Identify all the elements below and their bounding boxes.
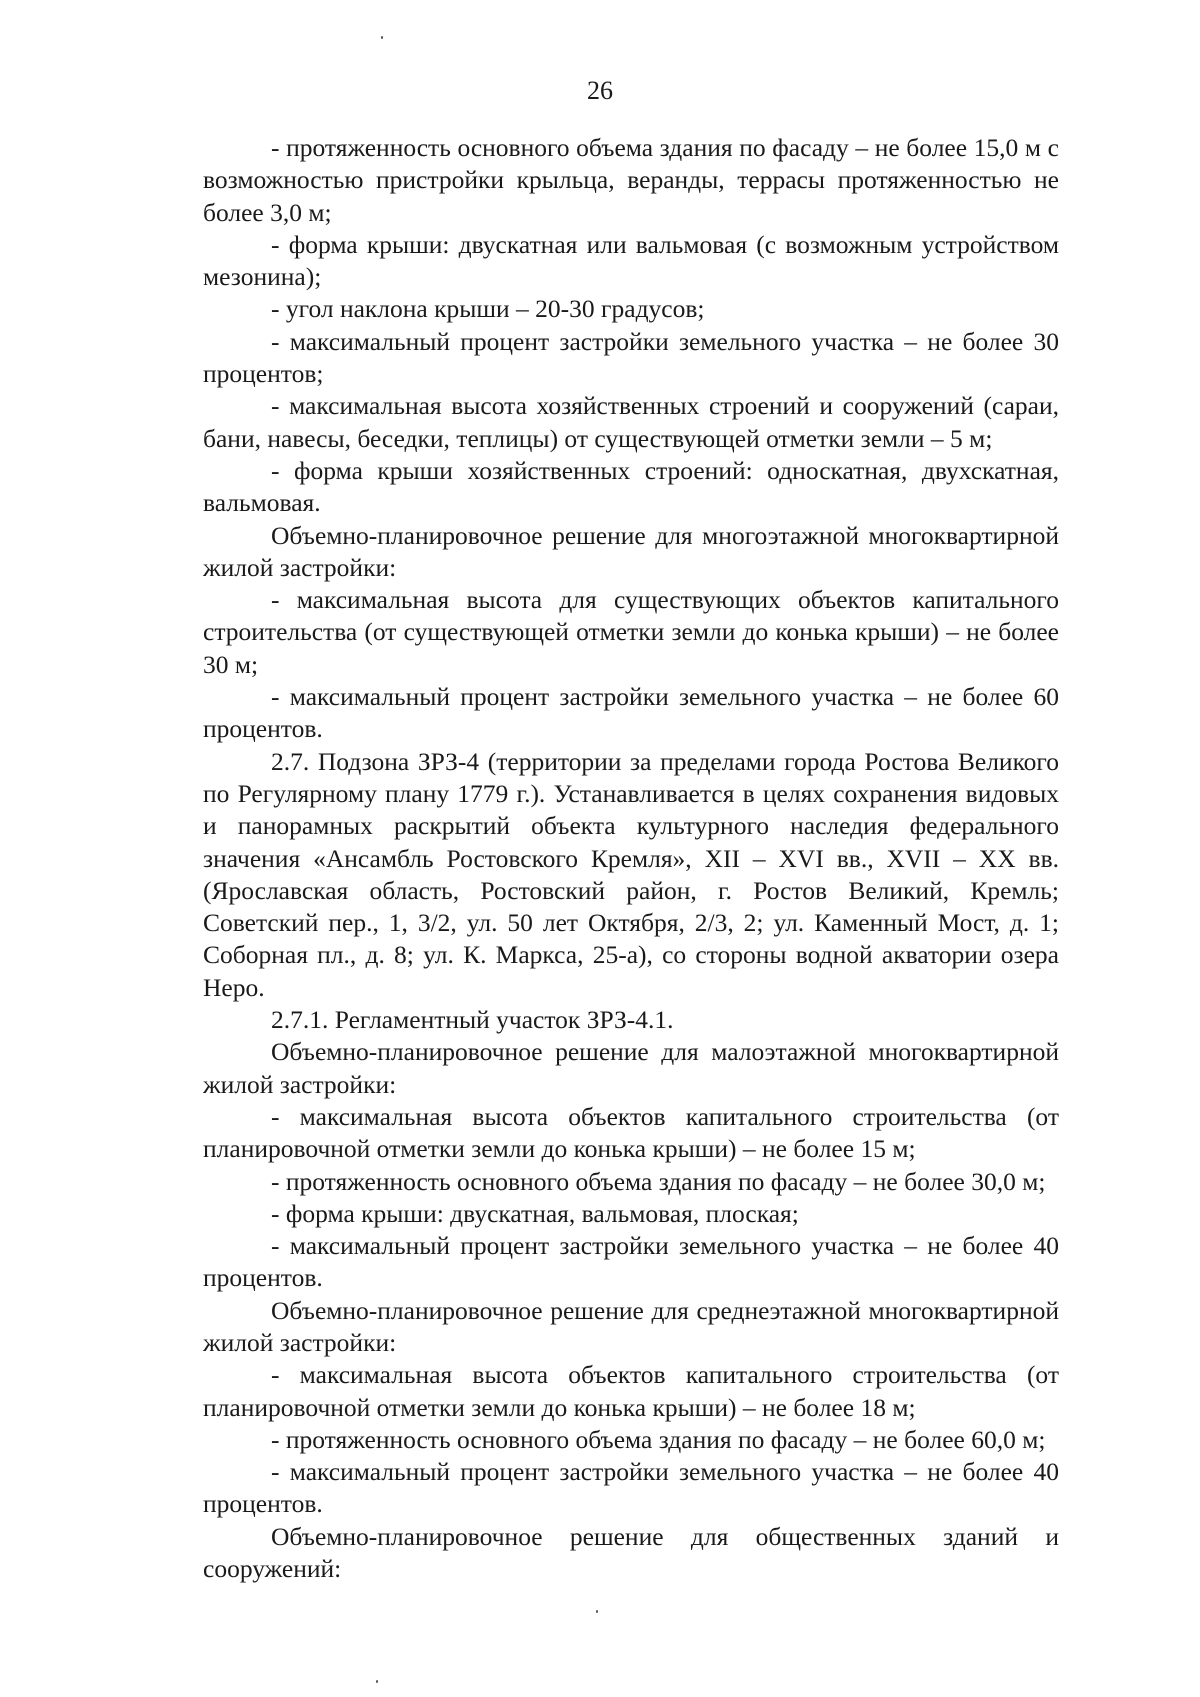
paragraph: - максимальная высота объектов капитального строительства (от планировочной отметки земли до конька крыши) – не более 15 м; <box>203 1101 1059 1164</box>
paragraph: 2.7.1. Регламентный участок ЗРЗ-4.1. <box>271 1005 674 1035</box>
paragraph: - максимальный процент застройки земельного участка – не более 60 процентов. <box>203 682 1059 744</box>
paragraph: 2.7. Подзона ЗРЗ-4 (территории за пределами города Ростова Великого по Регулярному плану 1779 г.). Устанавливается в целях сохранения видовых и панорамных раскрытий объекта культурного наследия федерального значения «Ансамбль Ростовского Кремля», XII – XVI вв., XVII – XX вв. (Ярославская область, Ростовский район, г. Ростов Великий, Кремль; Советский пер., 1, 3/2, ул. 50 лет Октября, 2/3, 2; ул. Каменный Мост, д. 1; Соборная пл., д. 8; ул. К. Маркса, 25-а), со стороны водной акватории озера Неро. <box>203 746 1059 1002</box>
paragraph: - угол наклона крыши – 20-30 градусов; <box>271 294 705 324</box>
page-number: 26 <box>587 76 613 105</box>
paragraph: - максимальный процент застройки земельного участка – не более 40 процентов. <box>203 1231 1059 1293</box>
scan-speck <box>381 36 383 39</box>
paragraph: Объемно-планировочное решение для общественных зданий и сооружений: <box>203 1521 1059 1584</box>
paragraph: - протяженность основного объема здания по фасаду – не более 30,0 м; <box>271 1166 1046 1196</box>
paragraph: - форма крыши: двускатная, вальмовая, плоская; <box>271 1198 799 1228</box>
scan-speck <box>596 1610 598 1613</box>
document-body <box>203 132 1059 1585</box>
paragraph: - максимальная высота для существующих объектов капитального строительства (от существующей отметки земли до конька крыши) – не более 30 м; <box>203 585 1059 679</box>
paragraph: - форма крыши хозяйственных строений: односкатная, двухскатная, вальмовая. <box>203 455 1059 518</box>
paragraph: - протяженность основного объема здания по фасаду – не более 60,0 м; <box>271 1424 1046 1454</box>
scan-speck <box>376 1680 378 1683</box>
paragraph: - максимальная высота объектов капитального строительства (от планировочной отметки земли до конька крыши) – не более 18 м; <box>203 1360 1059 1422</box>
paragraph: Объемно-планировочное решение для многоэтажной многоквартирной жилой застройки: <box>203 520 1059 582</box>
paragraph: Объемно-планировочное решение для малоэтажной многоквартирной жилой застройки: <box>203 1037 1059 1099</box>
paragraph: - максимальный процент застройки земельного участка – не более 40 процентов. <box>203 1457 1059 1519</box>
paragraph: Объемно-планировочное решение для среднеэтажной многоквартирной жилой застройки: <box>203 1295 1059 1357</box>
paragraph: - протяженность основного объема здания по фасаду – не более 15,0 м с возможностью пристройки крыльца, веранды, террасы протяженностью не более 3,0 м; <box>203 133 1059 227</box>
paragraph: - максимальный процент застройки земельного участка – не более 30 процентов; <box>203 326 1059 389</box>
paragraph: - форма крыши: двускатная или вальмовая (с возможным устройством мезонина); <box>203 229 1059 292</box>
paragraph: - максимальная высота хозяйственных строений и сооружений (сараи, бани, навесы, беседки, теплицы) от существующей отметки земли – 5 м; <box>203 391 1059 453</box>
